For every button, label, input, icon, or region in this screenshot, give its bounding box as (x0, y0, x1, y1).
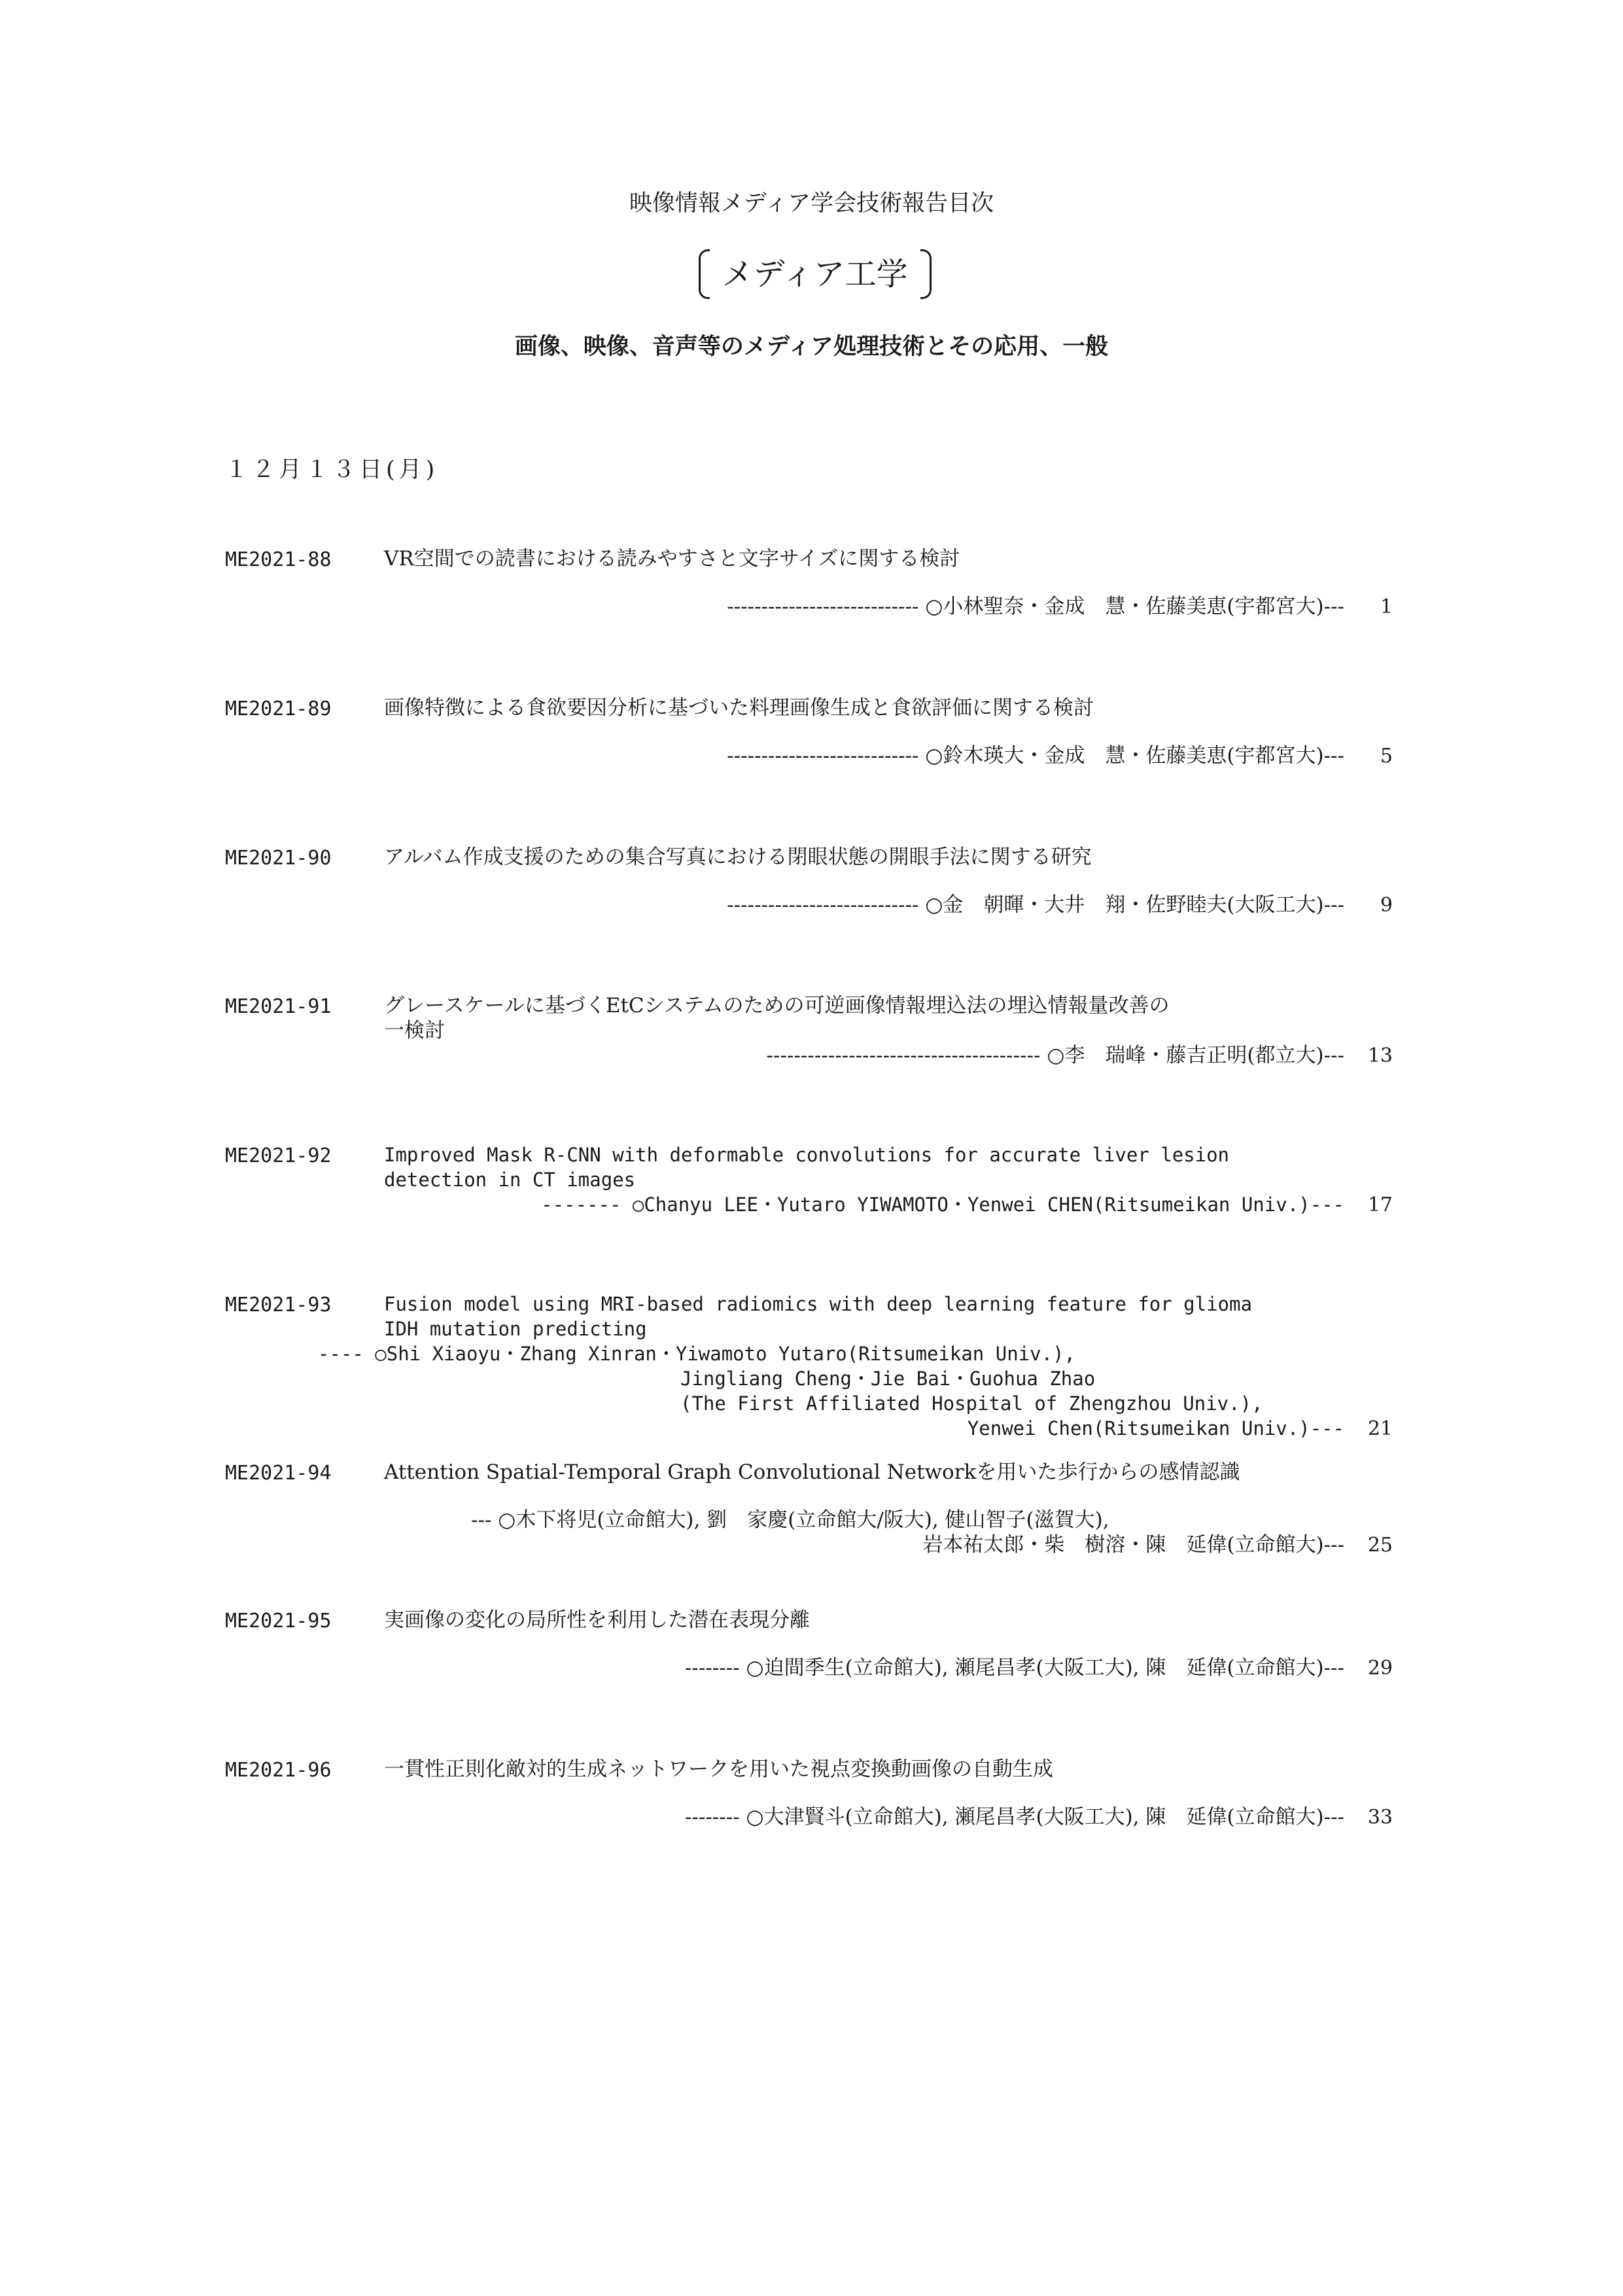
entry-title-line: detection in CT images (384, 1169, 636, 1191)
entry-id: ME2021-88 (225, 548, 332, 571)
entry-id: ME2021-94 (225, 1462, 332, 1485)
entry-title: 一貫性正則化敵対的生成ネットワークを用いた視点変換動画像の自動生成 (384, 1757, 1053, 1781)
entry-page: 29 (1367, 1657, 1393, 1680)
entry-id: ME2021-96 (225, 1759, 332, 1782)
entry-id: ME2021-92 (225, 1144, 332, 1167)
entry-title: Attention Spatial-Temporal Graph Convolutional Networkを用いた歩行からの感情認識 (384, 1460, 1240, 1484)
entry-page: 21 (1367, 1417, 1393, 1440)
entry-title-line: Improved Mask R-CNN with deformable convolutions for accurate liver lesion (384, 1144, 1230, 1166)
entry-authors-line: Yenwei Chen(Ritsumeikan Univ.)--- (967, 1417, 1344, 1439)
entry-authors-line: Jingliang Cheng・Jie Bai・Guohua Zhao (680, 1368, 1096, 1390)
entry-page: 1 (1380, 595, 1393, 618)
entry-id: ME2021-89 (225, 698, 332, 720)
entry-authors-line: 岩本祐太郎・柴 樹溶・陳 延偉(立命館大)--- (922, 1533, 1344, 1557)
entry-title-line: グレースケールに基づくEtCシステムのための可逆画像情報埋込法の埋込情報量改善の (384, 994, 1170, 1017)
entry-authors: ---------------------------- ○小林聖奈・金成 慧・佐藤美恵(宇都宮大)--- (727, 595, 1344, 618)
session-date: １２月１３日(月) (225, 457, 439, 483)
entry-id: ME2021-95 (225, 1610, 332, 1633)
entry-title: アルバム作成支援のための集合写真における閉眼状態の開眼手法に関する研究 (384, 845, 1092, 869)
entry-id: ME2021-90 (225, 847, 332, 870)
entry-authors: -------- ○迫間季生(立命館大), 瀬尾昌孝(大阪工大), 陳 延偉(立命館大)--- (684, 1656, 1344, 1680)
entry-title: 実画像の変化の局所性を利用した潜在表現分離 (384, 1608, 810, 1632)
series-title: メディア工学 (699, 247, 932, 302)
entry-authors-line: (The First Affiliated Hospital of Zhengzhou Univ.), (680, 1392, 1263, 1415)
entry-page: 33 (1367, 1806, 1393, 1829)
session-subtitle: 画像、映像、音声等のメディア処理技術とその応用、一般 (514, 334, 1109, 360)
series-title-block (0, 234, 1623, 292)
entry-title-line: IDH mutation predicting (384, 1318, 647, 1340)
entry-page: 25 (1367, 1534, 1393, 1557)
entry-title: 画像特徴による食欲要因分析に基づいた料理画像生成と食欲評価に関する検討 (384, 696, 1094, 720)
entry-authors: ------- ○Chanyu LEE・Yutaro YIWAMOTO・Yenwei CHEN(Ritsumeikan Univ.)--- (541, 1193, 1344, 1216)
entry-page: 5 (1380, 745, 1393, 768)
entry-title-line: Fusion model using MRI-based radiomics with deep learning feature for glioma (384, 1293, 1252, 1315)
entry-page: 17 (1367, 1193, 1393, 1216)
entry-page: 13 (1367, 1044, 1393, 1067)
entry-page: 9 (1380, 894, 1393, 917)
entry-authors: ---------------------------- ○金 朝暉・大井 翔・佐野睦夫(大阪工大)--- (727, 893, 1344, 917)
entry-title-line: 一検討 (384, 1019, 445, 1042)
entry-authors-line: ---- ○Shi Xiaoyu・Zhang Xinran・Yiwamoto Yutaro(Ritsumeikan Univ.), (318, 1343, 1075, 1365)
entry-authors: -------- ○大津賢斗(立命館大), 瀬尾昌孝(大阪工大), 陳 延偉(立命館大)--- (684, 1805, 1344, 1829)
entry-authors-line: --- ○木下将児(立命館大), 劉 家慶(立命館大/阪大), 健山智子(滋賀大), (471, 1508, 1109, 1532)
entry-id: ME2021-93 (225, 1294, 332, 1316)
entry-authors: ---------------------------------------- ○李 瑞峰・藤吉正明(都立大)--- (766, 1044, 1344, 1067)
journal-title: 映像情報メディア学会技術報告目次 (629, 190, 994, 217)
entry-id: ME2021-91 (225, 995, 332, 1018)
entry-title: VR空間での読書における読みやすさと文字サイズに関する検討 (384, 547, 960, 571)
entry-authors: ---------------------------- ○鈴木瑛大・金成 慧・佐藤美恵(宇都宮大)--- (727, 744, 1344, 768)
